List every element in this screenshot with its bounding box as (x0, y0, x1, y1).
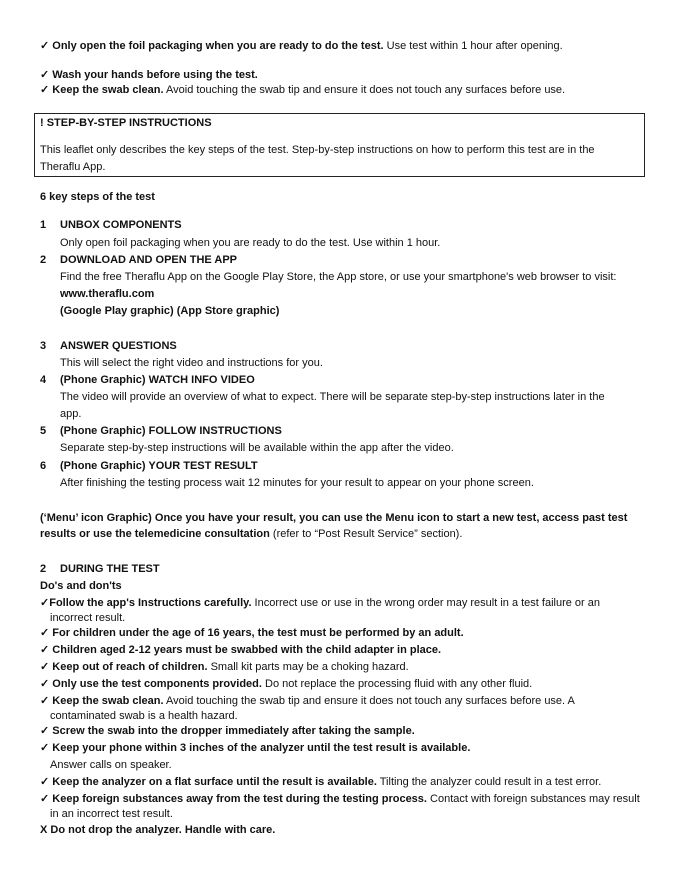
step-body: This will select the right video and instructions for you. (60, 357, 323, 369)
step-body: Separate step-by-step instructions will be available within the app after the video. (60, 442, 454, 454)
step-number: 1 (40, 219, 47, 231)
step-number: 6 (40, 460, 47, 472)
app-url-link[interactable]: www.theraflu.com (60, 288, 155, 300)
section-number: 2 (40, 563, 47, 575)
cross-icon: X (40, 824, 48, 836)
check-icon: ✓ (40, 695, 50, 707)
dos-item: ✓ Children aged 2-12 years must be swabbed with the child adapter in place. (40, 644, 442, 656)
step-title: ANSWER QUESTIONS (60, 340, 177, 352)
notice-line-2: Theraflu App. (40, 161, 106, 173)
step-title: (Phone Graphic) YOUR TEST RESULT (60, 460, 258, 472)
step-body: Only open foil packaging when you are ready to do the test. Use within 1 hour. (60, 237, 441, 249)
section-subtitle: Do's and don'ts (40, 580, 122, 592)
step-number: 5 (40, 425, 47, 437)
dont-item: X Do not drop the analyzer. Handle with care. (40, 824, 276, 836)
check-icon: ✓ (40, 627, 50, 639)
dos-item: ✓ For children under the age of 16 years, the test must be performed by an adult. (40, 627, 464, 639)
step-title: (Phone Graphic) WATCH INFO VIDEO (60, 374, 255, 386)
section-title: DURING THE TEST (60, 563, 160, 575)
check-icon: ✓ (40, 84, 50, 96)
menu-note-line-1: (‘Menu’ icon Graphic) Once you have your result, you can use the Menu icon to start a new test, access past test (40, 512, 628, 524)
menu-note-line-2: results or use the telemedicine consultation (refer to “Post Result Service” section). (40, 528, 463, 540)
check-icon: ✓ (40, 661, 50, 673)
dos-item: ✓ Keep the swab clean. Avoid touching the swab tip and ensure it does not touch any surfaces before use. A (40, 695, 575, 707)
dos-item: ✓ Keep foreign substances away from the test during the testing process. Contact with foreign substances may result (40, 793, 640, 805)
step-number: 3 (40, 340, 47, 352)
dos-item: ✓ Only use the test components provided. Do not replace the processing fluid with any other fluid. (40, 678, 533, 690)
check-icon: ✓ (40, 597, 50, 609)
step-title: DOWNLOAD AND OPEN THE APP (60, 254, 238, 266)
check-icon: ✓ (40, 678, 50, 690)
dos-item: ✓ Keep your phone within 3 inches of the analyzer until the test result is available. (40, 742, 471, 754)
check-icon: ✓ (40, 40, 50, 52)
dos-item-continued: in an incorrect test result. (50, 808, 173, 820)
check-icon: ✓ (40, 644, 50, 656)
dos-item: ✓ Screw the swab into the dropper immediately after taking the sample. (40, 725, 415, 737)
step-title: UNBOX COMPONENTS (60, 219, 182, 231)
check-icon: ✓ (40, 69, 50, 81)
notice-line-1: This leaflet only describes the key steps of the test. Step-by-step instructions on how to perform this test are in the (40, 144, 595, 156)
check-icon: ✓ (40, 742, 50, 754)
dos-item: ✓ Keep out of reach of children. Small kit parts may be a choking hazard. (40, 661, 409, 673)
step-body: app. (60, 408, 82, 420)
step-body: Find the free Theraflu App on the Google Play Store, the App store, or use your smartphone's web browser to visit: (60, 271, 617, 283)
check-icon: ✓ (40, 793, 50, 805)
top-item-3: ✓ Keep the swab clean. Avoid touching the swab tip and ensure it does not touch any surfaces before use. (40, 84, 566, 96)
top-item-1: ✓ Only open the foil packaging when you are ready to do the test. Use test within 1 hour after opening. (40, 40, 563, 52)
dos-item: ✓ Keep the analyzer on a flat surface until the result is available. Tilting the analyzer could result in a test error. (40, 776, 602, 788)
dos-item: ✓Follow the app's Instructions carefully. Incorrect use or use in the wrong order may result in a test failure or an (40, 597, 600, 609)
check-icon: ✓ (40, 776, 50, 788)
step-number: 4 (40, 374, 47, 386)
dos-item-continued: contaminated swab is a health hazard. (50, 710, 238, 722)
top-item-2: ✓ Wash your hands before using the test. (40, 69, 258, 81)
dos-item-continued: incorrect result. (50, 612, 126, 624)
steps-heading: 6 key steps of the test (40, 191, 155, 203)
app-store-graphics: (Google Play graphic) (App Store graphic) (60, 305, 280, 317)
step-number: 2 (40, 254, 47, 266)
dos-item-continued: Answer calls on speaker. (50, 759, 172, 771)
notice-title: ! STEP-BY-STEP INSTRUCTIONS (40, 117, 212, 129)
step-body: The video will provide an overview of what to expect. There will be separate step-by-step instructions later in the (60, 391, 605, 403)
step-title: (Phone Graphic) FOLLOW INSTRUCTIONS (60, 425, 282, 437)
step-body: After finishing the testing process wait 12 minutes for your result to appear on your phone screen. (60, 477, 534, 489)
check-icon: ✓ (40, 725, 50, 737)
